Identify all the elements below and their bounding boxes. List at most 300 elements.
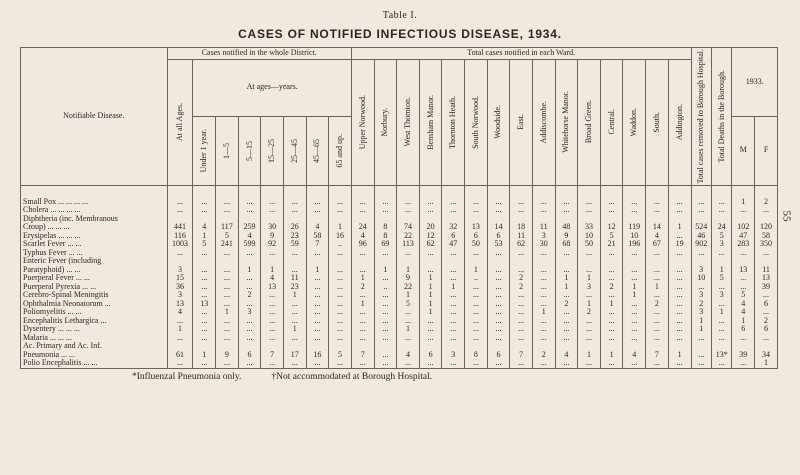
table-cell: ... (600, 274, 623, 283)
table-cell: ... (510, 249, 533, 258)
table-cell (374, 257, 397, 266)
table-cell: 1 (668, 351, 691, 360)
table-cell (397, 257, 420, 266)
deaths-header: Total Deaths in the Borough. (716, 69, 726, 163)
table-cell: ... (193, 283, 216, 292)
table-cell: ... (216, 249, 239, 258)
table-cell: 20 (419, 223, 442, 232)
table-cell (532, 342, 555, 351)
table-cell: ... (329, 300, 352, 309)
table-cell: 1 (711, 266, 731, 275)
table-cell: ... (419, 249, 442, 258)
table-cell: ... (306, 249, 329, 258)
table-cell: ... (306, 317, 329, 326)
table-cell: 1 (419, 283, 442, 292)
table-cell: 59 (283, 240, 306, 249)
table-cell: 33 (578, 223, 601, 232)
table-cell: 2 (238, 291, 261, 300)
table-cell: ... (351, 308, 374, 317)
table-cell: 92 (261, 240, 284, 249)
table-cell: 4 (732, 300, 755, 309)
table-cell (646, 215, 669, 224)
table-title: CASES OF NOTIFIED INFECTIOUS DISEASE, 1934. (238, 27, 562, 41)
table-cell: ... (600, 317, 623, 326)
table-cell: ... (755, 308, 778, 317)
disease-name: Diphtheria (inc. Membranous (21, 215, 168, 224)
table-cell: ... (261, 249, 284, 258)
table-cell: ... (487, 206, 510, 215)
table-cell: 11 (283, 274, 306, 283)
table-cell: 599 (238, 240, 261, 249)
table-cell: 4 (261, 274, 284, 283)
table-cell: 3 (711, 240, 731, 249)
table-cell (465, 215, 488, 224)
table-cell: 23 (283, 283, 306, 292)
table-cell (532, 257, 555, 266)
table-cell: ... (238, 300, 261, 309)
table-cell: ... (555, 325, 578, 334)
disease-name: Polio Encephalitis ... ... (21, 359, 168, 368)
disease-name: Cholera ... ... ... ... (21, 206, 168, 215)
table-row (21, 215, 778, 224)
table-cell: ... (668, 274, 691, 283)
table-cell: 22 (397, 283, 420, 292)
table-cell: ... (193, 274, 216, 283)
table-cell: ... (668, 206, 691, 215)
table-cell: 1 (711, 308, 731, 317)
table-row (21, 334, 778, 343)
table-cell: ... (442, 308, 465, 317)
table-cell (668, 257, 691, 266)
table-cell: ... (532, 300, 555, 309)
table-row (21, 240, 778, 249)
table-cell: 16 (306, 351, 329, 360)
ward-header: Addington. (674, 103, 684, 141)
table-cell: .. (374, 283, 397, 292)
table-cell: ... (487, 283, 510, 292)
table-cell: 7 (646, 351, 669, 360)
table-cell: ... (306, 325, 329, 334)
table-cell: ... (487, 334, 510, 343)
table-cell: ... (600, 198, 623, 207)
ward-header: Norbury. (380, 107, 390, 137)
table-cell (691, 257, 711, 266)
whole-district-header: Cases notified in the whole District. (167, 48, 351, 60)
table-cell: 6 (442, 232, 465, 241)
table-cell: 1 (623, 291, 646, 300)
table-cell: ... (623, 308, 646, 317)
table-cell: 8 (374, 223, 397, 232)
table-cell (732, 215, 755, 224)
table-cell: ... (532, 198, 555, 207)
table-cell: 1 (216, 308, 239, 317)
table-cell: ... (216, 274, 239, 283)
table-cell: 36 (167, 283, 193, 292)
disease-name: Dysentery ... ... ... (21, 325, 168, 334)
table-cell: 23 (283, 232, 306, 241)
table-cell: ... (329, 291, 352, 300)
table-cell: ... (306, 334, 329, 343)
table-cell: 117 (216, 223, 239, 232)
table-cell: ... (487, 266, 510, 275)
table-cell: ... (306, 359, 329, 368)
table-cell (397, 342, 420, 351)
table-cell: ... (465, 300, 488, 309)
disease-name: Puerperal Fever ... ... (21, 274, 168, 283)
table-cell: ... (193, 249, 216, 258)
table-cell: ... (216, 317, 239, 326)
disease-name: Ac. Primary and Ac. Inf. (21, 342, 168, 351)
table-cell: ... (261, 206, 284, 215)
table-cell: ... (711, 359, 731, 368)
table-cell (193, 257, 216, 266)
table-cell: ... (216, 283, 239, 292)
table-cell: 2 (755, 317, 778, 326)
table-cell: 9 (555, 232, 578, 241)
table-cell: 1 (578, 351, 601, 360)
table-cell: ... (555, 266, 578, 275)
table-cell: ... (306, 274, 329, 283)
table-cell (261, 257, 284, 266)
table-cell: 2 (555, 300, 578, 309)
table-cell: 3 (691, 266, 711, 275)
table-cell: ... (668, 291, 691, 300)
table-cell: 24 (351, 223, 374, 232)
table-cell: ... (261, 359, 284, 368)
table-cell (487, 215, 510, 224)
table-cell: 32 (442, 223, 465, 232)
table-row (21, 351, 778, 360)
table-cell: ... (329, 359, 352, 368)
table-cell: 13 (732, 266, 755, 275)
table-cell: 8 (374, 232, 397, 241)
table-cell: ... (668, 198, 691, 207)
table-cell: ... (510, 334, 533, 343)
table-cell: ... (193, 291, 216, 300)
table-cell: ... (283, 198, 306, 207)
table-cell: ... (668, 334, 691, 343)
ward-header: West Thornton. (402, 97, 412, 147)
table-cell: ... (261, 300, 284, 309)
table-cell: 26 (283, 223, 306, 232)
table-cell: 350 (755, 240, 778, 249)
table-cell: ... (419, 317, 442, 326)
table-cell: ... (351, 266, 374, 275)
table-cell: ... (668, 249, 691, 258)
table-cell: ... (193, 359, 216, 368)
table-cell: 5 (711, 232, 731, 241)
table-cell: 5 (732, 291, 755, 300)
table-cell: ... (419, 325, 442, 334)
table-cell: ... (732, 206, 755, 215)
table-cell: ... (374, 359, 397, 368)
table-cell (238, 342, 261, 351)
table-cell: 1 (351, 300, 374, 309)
ward-header: East. (516, 114, 526, 130)
table-cell: 15 (167, 274, 193, 283)
table-cell: ... (442, 359, 465, 368)
age-group-header: 25—45 (289, 138, 299, 163)
table-cell: ... (600, 266, 623, 275)
table-cell: ... (306, 291, 329, 300)
table-cell: ... (216, 198, 239, 207)
table-cell: 1 (600, 300, 623, 309)
table-cell: ... (306, 300, 329, 309)
table-cell: ... (623, 334, 646, 343)
table-cell: 13 (755, 274, 778, 283)
table-cell: ... (397, 249, 420, 258)
table-cell (374, 342, 397, 351)
table-cell: 2 (578, 308, 601, 317)
table-cell (755, 257, 778, 266)
table-cell: 9 (261, 232, 284, 241)
table-cell: ... (351, 291, 374, 300)
ward-header: Woodside. (493, 105, 503, 139)
table-cell: ... (578, 206, 601, 215)
table-cell: ... (442, 291, 465, 300)
table-cell: ... (578, 317, 601, 326)
table-cell: ... (419, 334, 442, 343)
table-cell: ... (167, 317, 193, 326)
table-cell: ... (238, 334, 261, 343)
table-cell: ... (600, 308, 623, 317)
table-cell: 1 (419, 291, 442, 300)
table-cell: 241 (216, 240, 239, 249)
disease-name: Scarlet Fever ... ... (21, 240, 168, 249)
table-cell: 5 (397, 300, 420, 309)
table-cell (351, 257, 374, 266)
table-cell: ... (216, 325, 239, 334)
male-header: M (732, 116, 755, 185)
table-cell: 96 (351, 240, 374, 249)
table-cell: ... (487, 249, 510, 258)
table-cell (600, 342, 623, 351)
table-cell: 2 (755, 198, 778, 207)
table-cell: ... (600, 249, 623, 258)
table-cell: 6 (419, 351, 442, 360)
table-cell: 12 (600, 223, 623, 232)
table-cell: ... (193, 198, 216, 207)
table-cell: ... (167, 206, 193, 215)
table-cell: ... (329, 206, 352, 215)
table-cell: ... (711, 283, 731, 292)
table-cell: ... (374, 308, 397, 317)
table-cell: 1 (555, 283, 578, 292)
table-cell: ... (623, 317, 646, 326)
table-cell: ... (374, 300, 397, 309)
table-cell: ... (646, 325, 669, 334)
table-cell: ... (555, 334, 578, 343)
table-cell: ... (668, 317, 691, 326)
table-cell: 1 (465, 266, 488, 275)
table-cell: 9 (216, 351, 239, 360)
table-cell: ... (532, 317, 555, 326)
table-cell (261, 215, 284, 224)
table-cell: ... (555, 198, 578, 207)
disease-name: Paratyphoid) ... ... (21, 266, 168, 275)
table-cell: ... (397, 317, 420, 326)
table-cell: 6 (465, 232, 488, 241)
table-cell: 69 (374, 240, 397, 249)
table-cell: 3 (691, 308, 711, 317)
table-cell: ... (532, 283, 555, 292)
table-row (21, 308, 778, 317)
table-cell: ... (397, 334, 420, 343)
table-cell (167, 257, 193, 266)
table-cell: ... (646, 198, 669, 207)
table-cell: ... (691, 249, 711, 258)
table-cell: ... (487, 317, 510, 326)
table-cell: ... (351, 325, 374, 334)
table-row (21, 249, 778, 258)
table-cell: ... (238, 359, 261, 368)
table-cell: 18 (510, 223, 533, 232)
table-cell: ... (487, 198, 510, 207)
table-cell: 2 (691, 300, 711, 309)
disease-name: Enteric Fever (including (21, 257, 168, 266)
table-cell: 48 (555, 223, 578, 232)
table-cell: 1 (691, 325, 711, 334)
table-cell: 74 (397, 223, 420, 232)
table-cell (465, 342, 488, 351)
table-cell: 13 (261, 283, 284, 292)
table-cell: 119 (623, 223, 646, 232)
table-cell: 1 (397, 325, 420, 334)
table-cell: 7 (261, 351, 284, 360)
table-cell: ... (668, 308, 691, 317)
table-cell: 2 (600, 283, 623, 292)
ward-header: Bensham Manor. (425, 94, 435, 150)
table-cell: 524 (691, 223, 711, 232)
table-cell: ... (167, 249, 193, 258)
table-cell (216, 257, 239, 266)
table-row (21, 223, 778, 232)
table-cell: ... (732, 359, 755, 368)
table-cell: ... (283, 266, 306, 275)
table-cell: 1 (732, 317, 755, 326)
table-cell: ... (283, 300, 306, 309)
table-cell: 2 (532, 351, 555, 360)
table-cell (374, 215, 397, 224)
table-cell: 1 (397, 291, 420, 300)
table-cell: ... (711, 249, 731, 258)
table-cell (442, 257, 465, 266)
table-cell: ... (555, 308, 578, 317)
table-row (21, 206, 778, 215)
table-cell: 46 (691, 232, 711, 241)
table-cell: 1 (329, 223, 352, 232)
table-cell (711, 215, 731, 224)
table-cell: ... (167, 198, 193, 207)
table-cell: ... (374, 274, 397, 283)
table-cell: 2 (510, 283, 533, 292)
table-cell: 1 (578, 300, 601, 309)
table-cell: ... (487, 300, 510, 309)
table-cell: ... (216, 334, 239, 343)
table-cell: ... (487, 325, 510, 334)
table-cell: ... (623, 206, 646, 215)
table-cell: ... (711, 325, 731, 334)
table-cell: 62 (419, 240, 442, 249)
table-cell: ... (555, 249, 578, 258)
table-cell: 1 (193, 232, 216, 241)
table-cell: ... (600, 325, 623, 334)
table-cell: ... (578, 266, 601, 275)
table-cell (419, 342, 442, 351)
table-cell: 196 (623, 240, 646, 249)
table-cell (238, 215, 261, 224)
table-cell: 6 (755, 300, 778, 309)
table-cell: ... (329, 308, 352, 317)
table-cell: ... (510, 308, 533, 317)
table-row (21, 257, 778, 266)
table-cell: 4 (238, 232, 261, 241)
table-cell: 1 (442, 283, 465, 292)
ward-header: South. (651, 111, 661, 133)
table-cell (351, 342, 374, 351)
table-cell: ... (329, 283, 352, 292)
table-cell: ... (646, 206, 669, 215)
table-cell: 1 (306, 266, 329, 275)
table-cell: 6 (732, 325, 755, 334)
table-cell: 1 (555, 274, 578, 283)
age-group-header: 65 and up. (335, 133, 345, 168)
table-row (21, 300, 778, 309)
table-cell: ... (711, 300, 731, 309)
table-cell: 1 (193, 351, 216, 360)
table-cell (487, 257, 510, 266)
table-cell (283, 215, 306, 224)
table-cell: 10 (623, 232, 646, 241)
table-cell: 68 (555, 240, 578, 249)
table-cell: ... (351, 317, 374, 326)
table-cell: ... (329, 334, 352, 343)
table-row (21, 291, 778, 300)
table-cell (216, 215, 239, 224)
table-cell: 12 (419, 232, 442, 241)
table-cell: .. (329, 240, 352, 249)
table-cell: 11 (510, 232, 533, 241)
table-cell: 3 (711, 291, 731, 300)
table-cell: ... (238, 283, 261, 292)
table-cell: ... (306, 283, 329, 292)
table-cell: 1 (238, 266, 261, 275)
table-cell: ... (691, 334, 711, 343)
disease-name: Pneumonia ... ... (21, 351, 168, 360)
table-cell: 6 (487, 232, 510, 241)
table-cell: 6 (755, 325, 778, 334)
table-cell (755, 215, 778, 224)
ward-header: Whitehorse Manor. (561, 91, 571, 153)
table-cell: ... (442, 249, 465, 258)
ward-header: Addiscombe. (538, 100, 548, 144)
table-cell: ... (261, 291, 284, 300)
table-cell (216, 342, 239, 351)
table-cell: ... (465, 317, 488, 326)
table-cell: ... (623, 300, 646, 309)
table-cell: 102 (732, 223, 755, 232)
table-row (21, 283, 778, 292)
table-cell: 441 (167, 223, 193, 232)
table-cell (419, 215, 442, 224)
table-cell: 30 (532, 240, 555, 249)
ward-header: Broad Green. (583, 100, 593, 144)
table-cell: ... (351, 359, 374, 368)
ward-header: South Norwood. (470, 95, 480, 149)
table-cell: ... (691, 359, 711, 368)
table-cell: ... (167, 334, 193, 343)
table-cell: ... (510, 300, 533, 309)
